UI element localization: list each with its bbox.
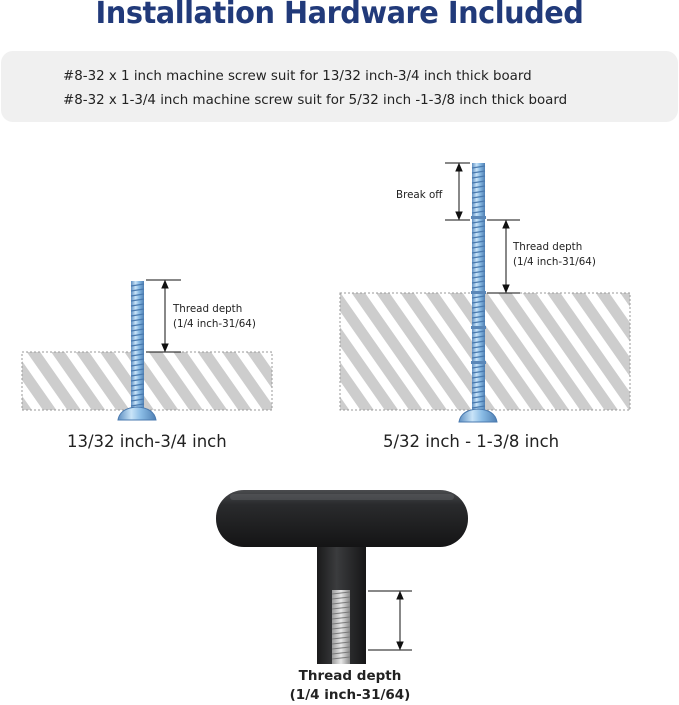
knob-thread-label-line1: Thread depth: [298, 668, 402, 684]
left-thread-label-line2: (1/4 inch-31/64): [173, 318, 256, 330]
break-off-label: Break off: [396, 189, 443, 201]
right-thread-label-line2: (1/4 inch-31/64): [513, 256, 596, 268]
right-break-dimension: [445, 163, 470, 220]
spec-line-short-screw: #8-32 x 1 inch machine screw suit for 13/32 inch-3/4 inch thick board: [63, 69, 532, 84]
left-board: [22, 352, 272, 410]
right-thread-label-line1: Thread depth: [513, 241, 583, 253]
spec-line-long-screw: #8-32 x 1-3/4 inch machine screw suit for 5/32 inch -1-3/8 inch thick board: [63, 93, 568, 108]
left-thread-label-line1: Thread depth: [173, 303, 243, 315]
left-caption: 13/32 inch-3/4 inch: [67, 432, 227, 451]
right-caption: 5/32 inch - 1-3/8 inch: [383, 432, 560, 451]
knob-thread-dimension: [368, 591, 412, 650]
t-bar-knob: [216, 490, 468, 664]
left-thread-label: [173, 302, 256, 332]
knob-thread-label-line2: (1/4 inch-31/64): [289, 687, 411, 703]
page-title: Installation Hardware Included: [95, 0, 584, 31]
knob-thread-label: [250, 667, 450, 705]
right-thread-label: [513, 240, 596, 270]
